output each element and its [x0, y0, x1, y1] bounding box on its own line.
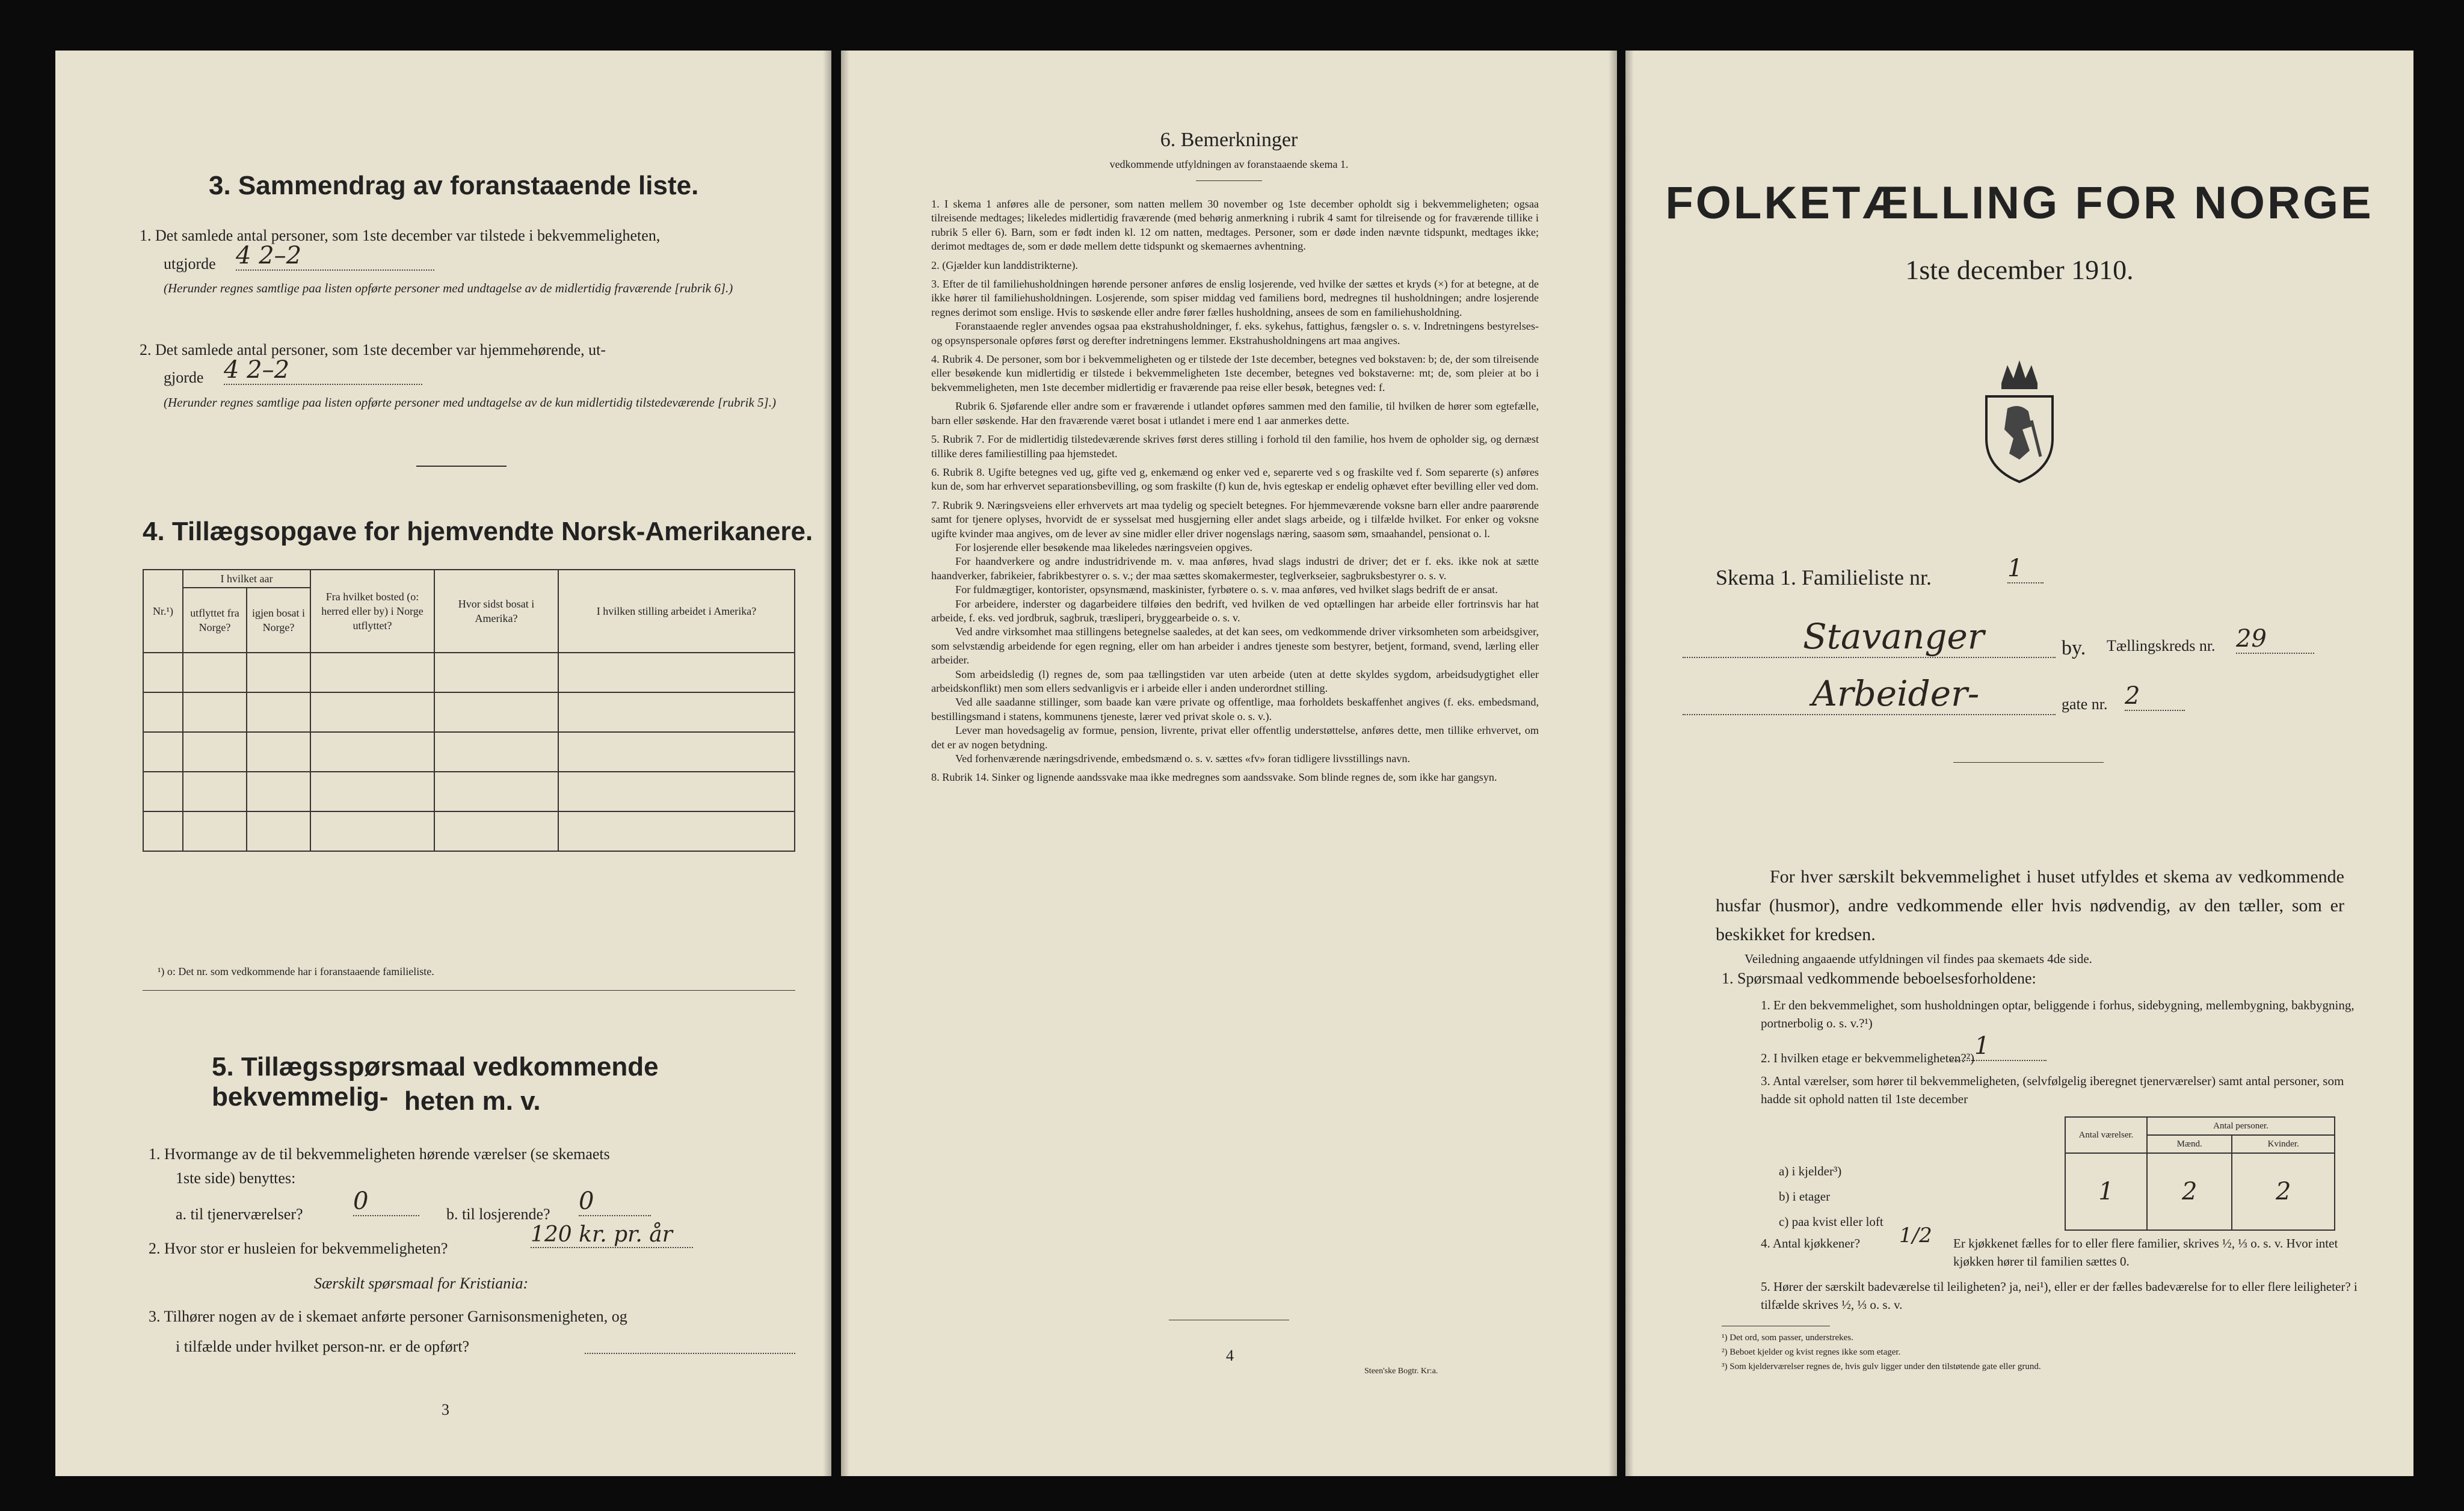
krets-nr[interactable]: 29 — [2236, 625, 2314, 654]
divider — [143, 990, 795, 991]
cover-page — [1625, 51, 2413, 1476]
table-cell[interactable] — [183, 692, 247, 732]
by-field[interactable]: Stavanger — [1683, 616, 2056, 658]
printer-mark: Steen'ske Bogtr. Kr:a. — [1364, 1367, 1438, 1376]
section-3-title: 3. Sammendrag av foranstaaende liste. — [209, 171, 699, 200]
remark-paragraph: Som arbeidsledig (l) regnes de, som paa tællingstiden var uten arbeide (uten at dette skyldes sygdom, arbeidsudygtighet eller arbeidskonflikt) men som ellers sedvanligvis er i arbeide eller i anden underordnet stilling. — [931, 668, 1539, 694]
footnote-3: ³) Som kjelderværelser regnes de, hvis gulv ligger under den tilstøtende gate eller grund. — [1722, 1362, 2041, 1371]
col-nr: Nr.¹) — [143, 570, 183, 653]
col-utflyttet: utflyttet fra Norge? — [183, 588, 247, 653]
col-kvinder: Kvinder. — [2232, 1135, 2335, 1153]
row-kjelder: a) i kjelder³) — [1779, 1164, 1842, 1178]
remarks-body — [931, 197, 1539, 785]
gate-nr[interactable]: 2 — [2125, 682, 2185, 711]
table-cell[interactable] — [310, 692, 434, 732]
gate-label: gate nr. — [2062, 695, 2108, 713]
s5-q2-answer[interactable]: 120 kr. pr. år — [531, 1222, 693, 1248]
veiledning-text: Veiledning angaaende utfyldningen vil findes paa skemaets 4de side. — [1745, 952, 2092, 966]
cell-kvinder[interactable]: 2 — [2232, 1153, 2335, 1230]
table-cell[interactable] — [310, 772, 434, 811]
col-maend: Mænd. — [2147, 1135, 2232, 1153]
s3-q2-text: 2. Det samlede antal personer, som 1ste december var hjemmehørende, ut- — [140, 341, 606, 359]
room-count-table — [2065, 1116, 2335, 1231]
row-kvist: c) paa kvist eller loft — [1779, 1214, 1883, 1229]
table-cell[interactable] — [310, 811, 434, 851]
col-fra-hvilket: Fra hvilket bosted (o: herred eller by) i Norge utflyttet? — [310, 570, 434, 653]
col-igjen: igjen bosat i Norge? — [247, 588, 310, 653]
s5-q1-text2: 1ste side) benyttes: — [176, 1169, 296, 1187]
s5-q3-text2: i tilfælde under hvilket person-nr. er de opført? — [176, 1338, 470, 1355]
divider — [416, 466, 507, 467]
page-fold — [1609, 51, 1617, 1476]
coat-of-arms-icon — [1974, 354, 2065, 484]
kjokken-answer[interactable]: 1/2 — [1899, 1223, 1932, 1248]
s5-q1a-answer[interactable]: 0 — [353, 1187, 419, 1216]
remark-paragraph: For losjerende eller besøkende maa likeledes næringsveien opgives. — [955, 541, 1252, 553]
remark-paragraph: Lever man hovedsagelig av formue, pension, livrente, privat eller offentlig understøttelse, anføres dette, men tillike erhvervet, om det er av nogen betydning. — [931, 724, 1539, 751]
section-4-title: 4. Tillægsopgave for hjemvendte Norsk-Amerikanere. — [143, 517, 813, 546]
census-date: 1ste december 1910. — [1905, 254, 2134, 285]
questions-heading: 1. Spørsmaal vedkommende beboelsesforholdene: — [1722, 970, 2036, 987]
table-cell[interactable] — [247, 653, 310, 692]
table-cell[interactable] — [434, 653, 558, 692]
question-4: 4. Antal kjøkkener? — [1761, 1236, 1861, 1251]
question-5: 5. Hører der særskilt badeværelse til leiligheten? ja, nei¹), eller er der fælles badeværelse for to eller flere leiligheter? i tilfælde skrives ½, ⅓ o. s. v. — [1761, 1279, 2358, 1312]
table-cell[interactable] — [310, 732, 434, 772]
col-i-hvilket-aar: I hvilket aar — [183, 570, 310, 588]
table-cell[interactable] — [558, 772, 795, 811]
remark-paragraph: For haandverkere og andre industridrivende m. v. maa anføres, hvad slags industri de driver; det er f. eks. ikke nok at sætte haandverker, fabrikeier, fabrikbestyrer o. s. v.; der maa sættes skomakermester, teglverkseier, sagbruksbestyrer o. s. v. — [931, 555, 1539, 582]
intro-text: For hver særskilt bekvemmelighet i huset utfyldes et skema av vedkommende husfar (husmor), andre vedkommende eller hvis nødvendig, av den tæller, som er beskikket for kredsen. — [1716, 867, 2344, 944]
s5-q3-answer-line[interactable] — [585, 1353, 795, 1354]
s5-q1b-answer[interactable]: 0 — [579, 1187, 651, 1216]
divider — [1196, 180, 1262, 181]
col-antal-personer: Antal personer. — [2147, 1117, 2335, 1135]
remark-paragraph: 2. (Gjælder kun landdistrikterne). — [931, 259, 1078, 271]
row-etager: b) i etager — [1779, 1189, 1831, 1204]
section-5-title-line1: 5. Tillægsspørsmaal vedkommende bekvemmelig- — [212, 1052, 659, 1112]
section-5-title-line2: heten m. v. — [404, 1086, 541, 1116]
table-cell[interactable] — [143, 653, 183, 692]
remark-paragraph: Foranstaaende regler anvendes ogsaa paa ekstrahusholdninger, f. eks. sykehus, fattighus, fængsler o. s. v. Indretningens bestyrelses- og opsynspersonale opføres først og derefter indretningens lemmer. Ekstrahusholdningens art maa angives. — [931, 320, 1539, 346]
remarks-title: 6. Bemerkninger — [1160, 129, 1298, 151]
remark-paragraph: Rubrik 6. Sjøfarende eller andre som er fraværende i utlandet opføres sammen med den familie, til hvilken de hører som egtefælle, barn eller søskende. Har den fraværende været bosat i utlandet i mere end 1 aar anmerkes dette. — [931, 400, 1539, 426]
remark-paragraph: For arbeidere, inderster og dagarbeidere tilføies den bedrift, ved hvilken de ved optællingen har arbeide eller fortrinsvis har hat arbeide, f. eks. ved jordbruk, sagbruk, træsliperi, bryggearbeide o. s. v. — [931, 597, 1539, 624]
table-cell[interactable] — [558, 811, 795, 851]
table-cell[interactable] — [558, 732, 795, 772]
s5-q1b-label: b. til losjerende? — [446, 1205, 550, 1223]
norsk-amerikanere-table — [143, 569, 795, 852]
remark-paragraph: 5. Rubrik 7. For de midlertidig tilstedeværende skrives først deres stilling i forhold til den familie, hos hvem de opholder sig, og dernæst tillike deres familiestilling paa hjemstedet. — [931, 433, 1539, 460]
question-1: 1. Er den bekvemmelighet, som husholdningen optar, beliggende i forhus, sidebygning, mellembygning, bakbygning, portnerbolig o. s. v.?¹) — [1761, 998, 2355, 1030]
remark-paragraph: 4. Rubrik 4. De personer, som bor i bekvemmeligheten og er tilstede der 1ste december, betegnes ved bokstaven: b; de, der som tilreisende eller besøkende kun midlertidig er tilstede i bekvemmeligheten 1ste december, betegnes ved bokstaverne: mt; de, som pleier at bo i bekvemmeligheten, men 1ste december midlertidig er fraværende paa reise eller besøk, betegnes ved: f. — [931, 353, 1539, 393]
table-cell[interactable] — [143, 772, 183, 811]
remark-paragraph: 1. I skema 1 anføres alle de personer, som natten mellem 30 november og 1ste december opholdt sig i bekvemmeligheten; ogsaa tilreisende medtages; likeledes midlertidig fraværende (med behørig anmerkning i rubrik 4 samt for tilreisende og for fraværende tillike i rubrik 5 eller 6). Barn, som er født inden kl. 12 om natten, medtages. Personer, som er døde inden nævnte tidspunkt, medtages ikke; derimot medtages de, som er døde mellem dette tidspunkt og skemaernes avhentning. — [931, 198, 1539, 253]
s3-q1-note: (Herunder regnes samtlige paa listen opførte personer med undtagelse av de midlertidig fraværende [rubrik 6].) — [164, 281, 733, 295]
by-label: by. — [2062, 637, 2086, 659]
footnotes — [1722, 1331, 2041, 1374]
question-3: 3. Antal værelser, som hører til bekvemmeligheten, (selvfølgelig iberegnet tjenerværelser) samt antal personer, som hadde sit ophold natten til 1ste december — [1761, 1074, 2344, 1106]
page-3 — [55, 51, 831, 1476]
remark-paragraph: 8. Rubrik 14. Sinker og lignende aandssvake maa ikke medregnes som aandssvake. Som blinde regnes de, som ikke har gangsyn. — [931, 771, 1497, 784]
s3-q2-label: gjorde — [164, 369, 204, 386]
col-stilling: I hvilken stilling arbeidet i Amerika? — [558, 570, 795, 653]
table-cell[interactable] — [143, 732, 183, 772]
familieliste-nr[interactable]: 1 — [2007, 555, 2044, 583]
page-number: 3 — [442, 1401, 449, 1418]
page-number: 4 — [1226, 1347, 1234, 1364]
skema-label: Skema 1. Familieliste nr. — [1716, 565, 1932, 589]
s3-q1-answer[interactable]: 4 2–2 — [236, 242, 434, 271]
s5-q3-text: 3. Tilhører nogen av de i skemaet anførte personer Garnisonsmenigheten, og — [149, 1308, 627, 1325]
table-cell[interactable] — [434, 772, 558, 811]
remarks-subtitle: vedkommende utfyldningen av foranstaaende skema 1. — [1109, 158, 1349, 170]
gate-field[interactable]: Arbeider- — [1683, 673, 2056, 715]
table-cell[interactable] — [183, 653, 247, 692]
divider — [1953, 762, 2104, 763]
krets-label: Tællingskreds nr. — [2107, 637, 2216, 654]
page-fold — [823, 51, 831, 1476]
footnote-2: ²) Beboet kjelder og kvist regnes ikke som etager. — [1722, 1347, 1901, 1357]
s4-footnote: ¹) o: Det nr. som vedkommende har i foranstaaende familieliste. — [158, 965, 434, 977]
table-cell[interactable] — [434, 692, 558, 732]
remark-paragraph: 7. Rubrik 9. Næringsveiens eller erhvervets art maa tydelig og specielt betegnes. For hjemmeværende voksne barn eller andre paarørende samt for tjenere oplyses, hvorvidt de er sysselsat med husgjerning eller andet slags arbeide, og i tilfælde hvilket. For enker og voksne ugifte kvinder maa angives, om de lever av sine midler eller driver nogenslags næring, saasom søm, smaahandel, pensionat o. l. — [931, 499, 1539, 540]
cell-maend[interactable]: 2 — [2147, 1153, 2232, 1230]
remark-paragraph: Ved andre virksomhet maa stillingens betegnelse saaledes, at det kan sees, om vedkommende driver virksomheten som arbeidsgiver, som selvstændig arbeidende for egen regning, eller om han arbeider i andres tjeneste som bestyrer, betjent, formand, svend, lærling eller arbeider. — [931, 626, 1539, 666]
census-title: FOLKETÆLLING FOR NORGE — [1665, 177, 2374, 229]
s5-q1a-label: a. til tjenerværelser? — [176, 1205, 303, 1223]
question-2: 2. I hvilken etage er bekvemmeligheten?²) — [1761, 1051, 1974, 1065]
col-antal-vaerelser: Antal værelser. — [2065, 1117, 2147, 1153]
etage-answer[interactable]: 1 — [1950, 1032, 2047, 1061]
s5-q2-text: 2. Hvor stor er husleien for bekvemmeligheten? — [149, 1240, 448, 1257]
page-fold — [841, 51, 849, 1476]
s3-q1-label: utgjorde — [164, 255, 216, 272]
col-hvor-sidst: Hvor sidst bosat i Amerika? — [434, 570, 558, 653]
footnote-1: ¹) Det ord, som passer, understrekes. — [1722, 1333, 1853, 1343]
table-cell[interactable] — [434, 811, 558, 851]
table-cell[interactable] — [247, 811, 310, 851]
remark-paragraph: Ved alle saadanne stillinger, som baade kan være private og offentlige, maa forholdets beskaffenhet angives (f. eks. embedsmand, bestillingsmand i statens, kommunens tjeneste, lærer ved privat skole o. s. v.). — [931, 696, 1539, 722]
table-cell[interactable] — [183, 772, 247, 811]
table-cell[interactable] — [183, 811, 247, 851]
table-cell[interactable] — [143, 811, 183, 851]
s5-q1-text: 1. Hvormange av de til bekvemmeligheten hørende værelser (se skemaets — [149, 1145, 610, 1163]
table-cell[interactable] — [310, 653, 434, 692]
remark-paragraph: Ved forhenværende næringsdrivende, embedsmænd o. s. v. sættes «fv» foran tidligere livsstillings navn. — [955, 752, 1411, 765]
remark-paragraph: For fuldmægtiger, kontorister, opsynsmænd, maskinister, fyrbøtere o. s. v. maa anføres, ved hvilket slags bedrift de er ansat. — [955, 583, 1498, 596]
s3-q2-note: (Herunder regnes samtlige paa listen opførte personer med undtagelse av de kun midlertidig tilstedeværende [rubrik 5].) — [164, 395, 776, 410]
s3-q2-answer[interactable]: 4 2–2 — [224, 356, 422, 385]
page-4 — [841, 51, 1617, 1476]
table-cell[interactable] — [247, 692, 310, 732]
table-cell[interactable] — [143, 692, 183, 732]
table-cell[interactable] — [434, 732, 558, 772]
remark-paragraph: 3. Efter de til familiehusholdningen hørende personer anføres de enslig losjerende, ved hvilke der sættes et kryds (×) for at betegne, at de ikke hører til familiehusholdningen. Losjerende, som spiser middag ved familiens bord, medregnes til husholdningen; andre losjerende regnes derimot som enslige. Hvis to søskende eller andre fører fælles husholdning, ansees de som en familiehusholdning. — [931, 278, 1539, 318]
cell-vaerelser[interactable]: 1 — [2065, 1153, 2147, 1230]
s5-subheading: Særskilt spørsmaal for Kristiania: — [314, 1275, 529, 1292]
remark-paragraph: 6. Rubrik 8. Ugifte betegnes ved ug, gifte ved g, enkemænd og enker ved e, separerte ved s og fraskilte ved f. Som separerte (s) anføres kun de, som har erhvervet separationsbevilling, og som fraskilte (f) kun de, hvis egteskap er endelig ophævet efter bevilling eller ved dom. — [931, 466, 1539, 493]
table-cell[interactable] — [558, 692, 795, 732]
table-cell[interactable] — [247, 732, 310, 772]
s3-q1-text: 1. Det samlede antal personer, som 1ste december var tilstede i bekvemmeligheten, — [140, 227, 661, 244]
table-cell[interactable] — [558, 653, 795, 692]
question-4-note: Er kjøkkenet fælles for to eller flere familier, skrives ½, ⅓ o. s. v. Hvor intet kjøkken hører til familien sættes 0. — [1953, 1236, 2338, 1269]
table-cell[interactable] — [183, 732, 247, 772]
table-cell[interactable] — [247, 772, 310, 811]
